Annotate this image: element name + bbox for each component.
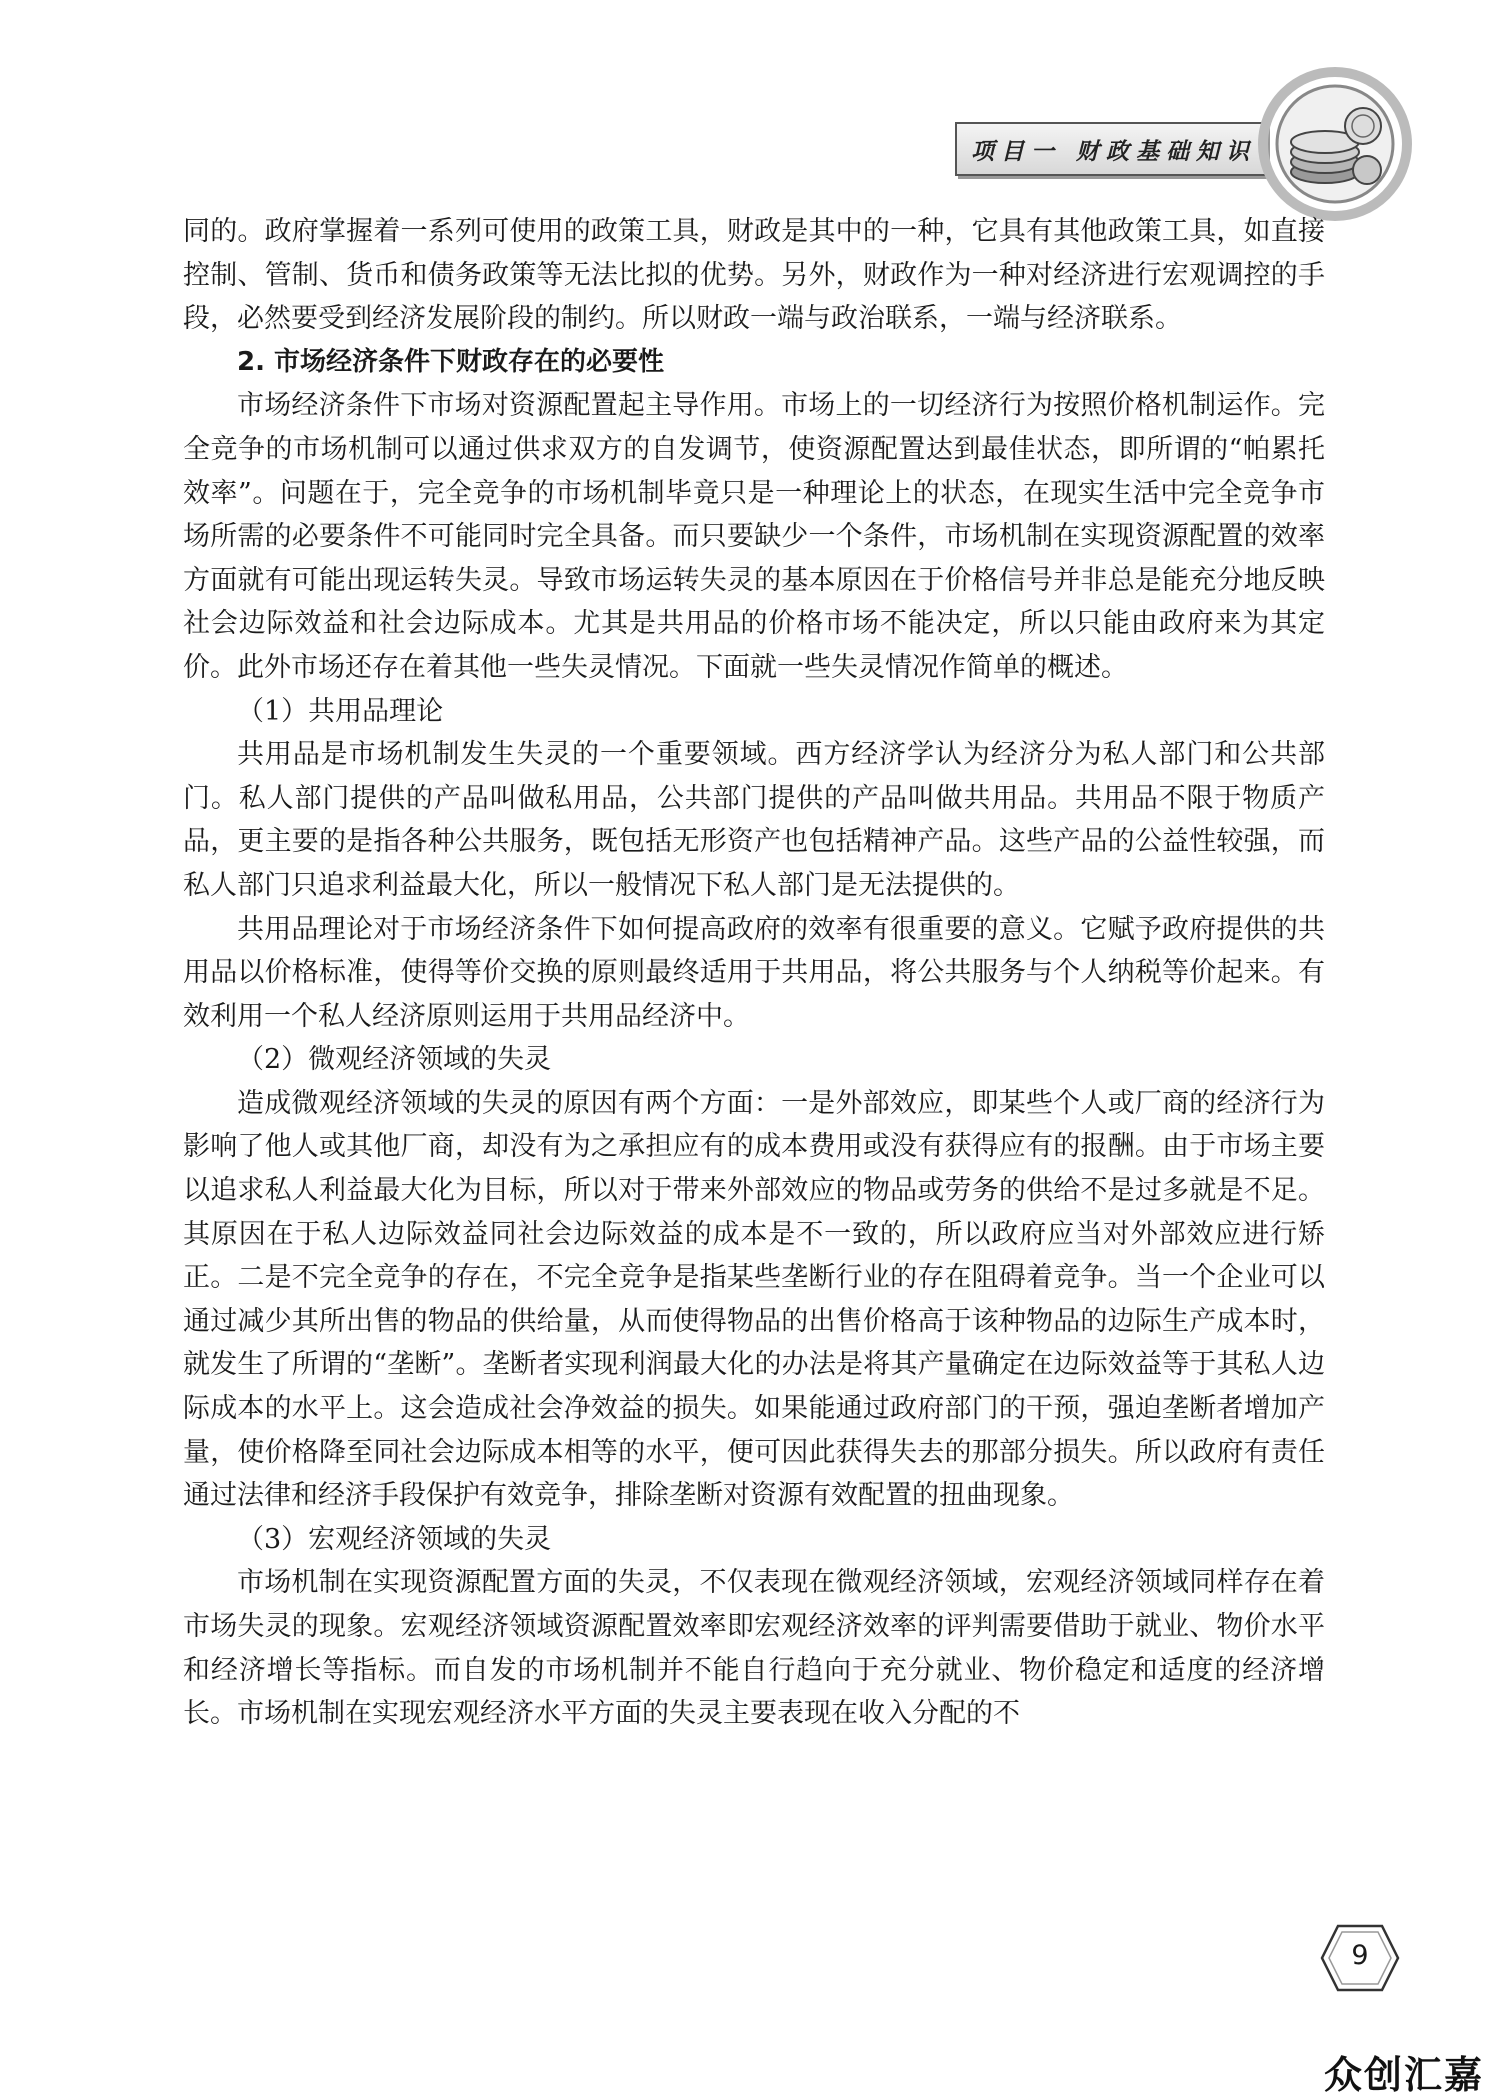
watermark-logo: 众创汇嘉 (1324, 2053, 1485, 2097)
paragraph: 共用品理论对于市场经济条件下如何提高政府的效率有很重要的意义。它赋予政府提供的共用品以价格标准，使得等价交换的原则最终适用于共用品，将公共服务与个人纳税等价起来。有效利用一个私人经济原则运用于共用品经济中。 (183, 913, 1325, 1032)
paragraph: 造成微观经济领域的失灵的原因有两个方面：一是外部效应，即某些个人或厂商的经济行为影响了他人或其他厂商，却没有为之承担应有的成本费用或没有获得应有的报酬。由于市场主要以追求私人利益最大化为目标，所以对于带来外部效应的物品或劳务的供给不是过多就是不足。其原因在于私人边际效益同社会边际效益的成本是不一致的，所以政府应当对外部效应进行矫正。二是不完全竞争的存在，不完全竞争是指某些垄断行业的存在阻碍着竞争。当一个企业可以通过减少其所出售的物品的供给量，从而使得物品的出售价格高于该种物品的边际生产成本时，就发生了所谓的“垄断”。垄断者实现利润最大化的办法是将其产量确定在边际效益等于其私人边际成本的水平上。这会造成社会净效益的损失。如果能通过政府部门的干预，强迫垄断者增加产量，使价格降至同社会边际成本相等的水平，便可因此获得失去的那部分损失。所以政府有责任通过法律和经济手段保护有效竞争，排除垄断对资源有效配置的扭曲现象。 (183, 1087, 1325, 1512)
page-number: 9 (1351, 1940, 1369, 1971)
coins-icon (1255, 64, 1415, 224)
subheading: （2）微观经济领域的失灵 (237, 1044, 552, 1076)
subheading: （1）共用品理论 (237, 695, 444, 727)
subheading: （3）宏观经济领域的失灵 (237, 1523, 552, 1555)
chapter-header-bar (955, 122, 1267, 176)
chapter-header-title: 项目一 财政基础知识 (971, 139, 1257, 165)
paragraph: 市场经济条件下市场对资源配置起主导作用。市场上的一切经济行为按照价格机制运作。完全竞争的市场机制可以通过供求双方的自发调节，使资源配置达到最佳状态，即所谓的“帕累托效率”。问题在于，完全竞争的市场机制毕竟只是一种理论上的状态，在现实生活中完全竞争市场所需的必要条件不可能同时完全具备。而只要缺少一个条件，市场机制在实现资源配置的效率方面就有可能出现运转失灵。导致市场运转失灵的基本原因在于价格信号并非总是能充分地反映社会边际效益和社会边际成本。尤其是共用品的价格市场不能决定，所以只能由政府来为其定价。此外市场还存在着其他一些失灵情况。下面就一些失灵情况作简单的概述。 (183, 390, 1325, 683)
section-heading: 2. 市场经济条件下财政存在的必要性 (237, 346, 665, 377)
paragraph: 共用品是市场机制发生失灵的一个重要领域。西方经济学认为经济分为私人部门和公共部门。私人部门提供的产品叫做私用品，公共部门提供的产品叫做共用品。共用品不限于物质产品，更主要的是指各种公共服务，既包括无形资产也包括精神产品。这些产品的公益性较强，而私人部门只追求利益最大化，所以一般情况下私人部门是无法提供的。 (183, 739, 1325, 901)
paragraph-continuation: 同的。政府掌握着一系列可使用的政策工具，财政是其中的一种，它具有其他政策工具，如直接控制、管制、货币和债务政策等无法比拟的优势。另外，财政作为一种对经济进行宏观调控的手段，必然要受到经济发展阶段的制约。所以财政一端与政治联系，一端与经济联系。 (183, 216, 1325, 335)
main-text (183, 210, 1325, 1736)
page-number-badge (1320, 1922, 1400, 1994)
paragraph: 市场机制在实现资源配置方面的失灵，不仅表现在微观经济领域，宏观经济领域同样存在着市场失灵的现象。宏观经济领域资源配置效率即宏观经济效率的评判需要借助于就业、物价水平和经济增长等指标。而自发的市场机制并不能自行趋向于充分就业、物价稳定和适度的经济增长。市场机制在实现宏观经济水平方面的失灵主要表现在收入分配的不 (183, 1567, 1325, 1730)
